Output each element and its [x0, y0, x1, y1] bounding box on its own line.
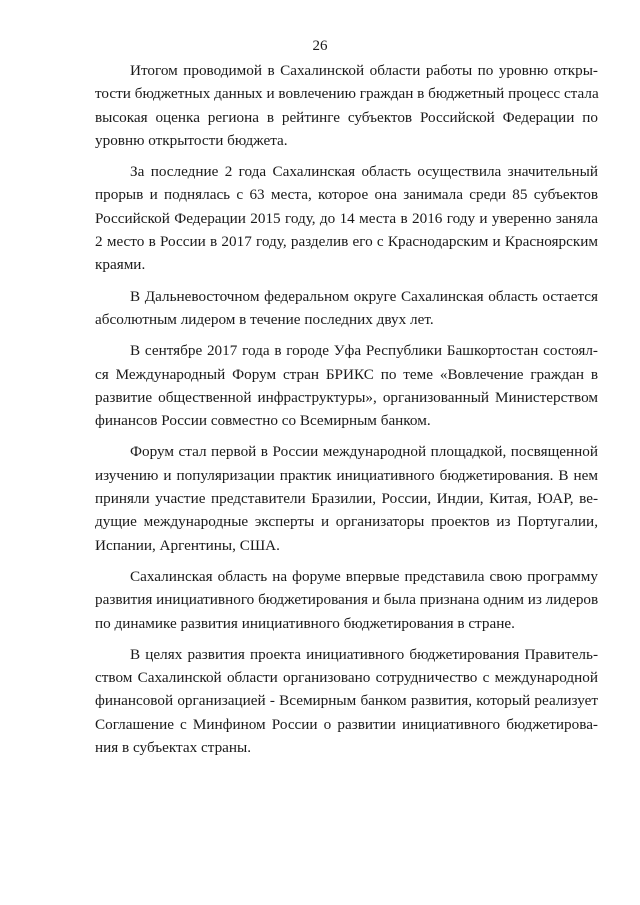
paragraph: [95, 160, 598, 276]
paragraph: [95, 565, 598, 635]
text-line: уровню открытости бюджета.: [95, 131, 288, 149]
text-line: изучению и популяризации практик инициативного бюджетирования. В нем: [95, 466, 598, 484]
text-line: приняли участие представители Бразилии, России, Индии, Китая, ЮАР, ве-: [95, 490, 598, 508]
text-line: В Дальневосточном федеральном округе Сахалинская область остается: [130, 287, 598, 305]
text-line: дущие международные эксперты и организаторы проектов из Португалии,: [95, 513, 598, 531]
text-line: Испании, Аргентины, США.: [95, 536, 280, 554]
text-line: финансовой организацией - Всемирным банком развития, который реализует: [95, 692, 598, 710]
text-line: В сентябре 2017 года в городе Уфа Республики Башкортостан состоял-: [130, 342, 598, 360]
body-text: [95, 59, 598, 767]
text-line: За последние 2 года Сахалинская область осуществила значительный: [130, 163, 598, 181]
page-number: 26: [312, 38, 328, 54]
text-line: тости бюджетных данных и вовлечению граждан в бюджетный процесс стала: [95, 85, 599, 103]
paragraph: [95, 59, 598, 152]
text-line: Соглашение с Минфином России о развитии инициативного бюджетирова-: [95, 715, 598, 733]
text-line: Итогом проводимой в Сахалинской области работы по уровню откры-: [130, 62, 598, 79]
paragraph: [95, 339, 598, 432]
text-line: финансов России совместно со Всемирным банком.: [95, 412, 431, 430]
text-line: ся Международный Форум стран БРИКС по теме «Вовлечение граждан в: [95, 365, 598, 383]
text-line: ством Сахалинской области организовано сотрудничество с международной: [95, 669, 598, 687]
text-line: краями.: [95, 256, 146, 274]
text-line: Форум стал первой в России международной площадкой, посвященной: [130, 443, 598, 461]
text-line: 2 место в России в 2017 году, разделив его с Краснодарским и Красноярским: [95, 233, 598, 251]
paragraph: [95, 643, 598, 759]
paragraph: [95, 440, 598, 556]
text-line: ния в субъектах страны.: [95, 739, 252, 757]
text-line: развитие общественной инфраструктуры», организованный Министерством: [95, 388, 598, 406]
text-line: Российской Федерации 2015 году, до 14 места в 2016 году и уверенно заняла: [95, 209, 598, 227]
text-line: развития инициативного бюджетирования и была признана одним из лидеров: [95, 591, 599, 609]
text-line: прорыв и поднялась с 63 места, которое она занимала среди 85 субъектов: [95, 186, 598, 204]
text-line: Сахалинская область на форуме впервые представила свою программу: [130, 567, 598, 585]
text-line: В целях развития проекта инициативного бюджетирования Правитель-: [130, 645, 598, 663]
text-line: высокая оценка региона в рейтинге субъектов Российской Федерации по: [95, 108, 598, 126]
paragraph: [95, 285, 598, 332]
text-line: по динамике развития инициативного бюджетирования в стране.: [95, 614, 515, 632]
text-line: абсолютным лидером в течение последних двух лет.: [95, 310, 434, 328]
